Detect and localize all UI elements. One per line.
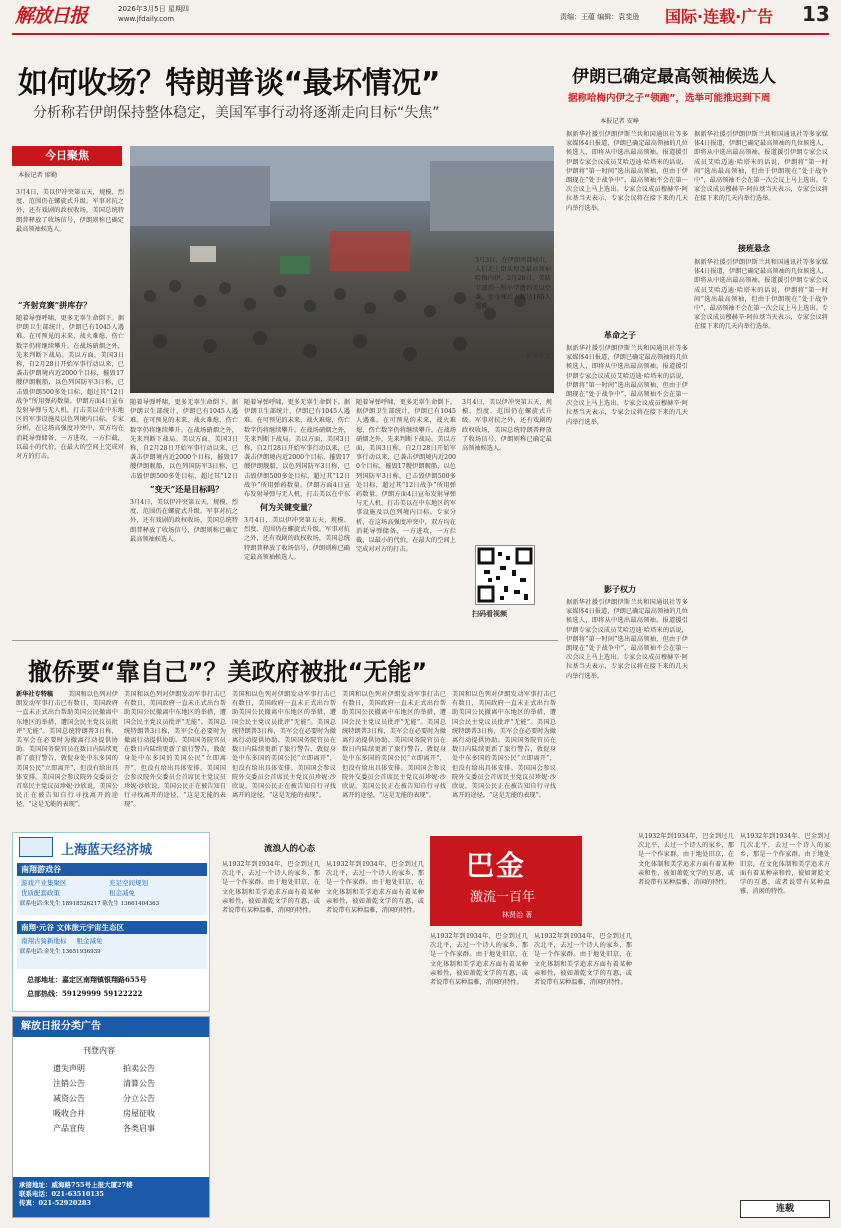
classified-contact <box>13 1177 209 1217</box>
masthead-rule <box>12 33 829 35</box>
classified-item: 各类启事 <box>123 1124 155 1133</box>
ad-tour-item: 租金减免 <box>109 889 135 897</box>
second-body-col1: 美国和以色列对伊朗发动军事打击已有数日，美国政府一直未正式出台帮助美国公民撤离中东地区的举措，遭国会民主党议员批评“无能”。美国总统特朗普3日称，美军会在必要时为撤离行动提供协助。美国国务院官员在数日内陆续更新了旅行警告，敦促身处中东多国的美国公民“立即离开”，但没有给出具体安排。美国国会参议院外交委员会首席民主党议员珍妮·沙欣说，美国公民正在被告知自行寻找离开的途径，“这是无能的表现”。 <box>16 691 118 809</box>
right-byline: 本报记者 安峥 <box>600 118 640 125</box>
classified-item: 吸收合并 <box>53 1109 85 1118</box>
classified-item: 注销公告 <box>53 1079 85 1088</box>
agency-address: 承接地址：威海路755号上报大厦27楼 <box>19 1181 133 1189</box>
second-byline: 新华社专特稿 <box>16 691 54 698</box>
classified-item: 产品宣传 <box>53 1124 85 1133</box>
second-body-col3: 美国和以色列对伊朗发动军事打击已有数日，美国政府一直未正式出台帮助美国公民撤离中东地区的举措，遭国会民主党议员批评“无能”。美国总统特朗普3日称，美军会在必要时为撤离行动提供协助。美国国务院官员在数日内陆续更新了旅行警告，敦促身处中东多国的美国公民“立即离开”，但没有给出具体安排。美国国会参议院外交委员会首席民主党议员珍妮·沙欣说，美国公民正在被告知自行寻找离开的途径，“这是无能的表现”。 <box>232 691 336 800</box>
photo-credit: 新华社发 <box>526 353 551 360</box>
classified-header <box>13 1017 209 1037</box>
ad-tour-item: 游戏产业集聚区 <box>21 879 67 887</box>
classified-list <box>53 1063 193 1134</box>
right-body-col2b: 据新华社援引伊朗伊斯兰共和国通讯社等多家媒体4日报道，伊朗已确定最高领袖的几位候选人，即将从中选出最高领袖。报道援引伊朗专家会议成员艾哈迈迪·哈塔米的话说，伊朗将“第一时间”选出最高领袖，但由于伊朗现在“处于战争中”，最高领袖不会在第一次会议上马上选出。专家会议成员穆赫辛·阿拉基当天表示，专家会议将在接下来的几天内举行选举。 <box>694 259 828 331</box>
serial-banner <box>430 836 582 926</box>
right-headline: 伊朗已确定最高领袖候选人 <box>572 67 776 87</box>
ad-park-item: 租金减免 <box>76 937 103 945</box>
right-body-col1c: 据新华社援引伊朗伊斯兰共和国通讯社等多家媒体4日报道，伊朗已确定最高领袖的几位候选人，即将从中选出最高领袖。报道援引伊朗专家会议成员艾哈迈迪·哈塔米的话说，伊朗将“第一时间”选出最高领袖，但由于伊朗现在“处于战争中”，最高领袖不会在第一次会议上马上选出。专家会议成员穆赫辛·阿拉基当天表示，专家会议将在接下来的几天内举行选举。 <box>566 599 688 680</box>
right-subhead-3: 接班悬念 <box>738 243 770 253</box>
classified-title: 解放日报分类广告 <box>21 1021 101 1032</box>
main-subheadline: 分析称若伊朗保持整体稳定，美国军事行动将逐渐走向目标“失焦” <box>33 105 440 121</box>
agency-phone: 联系电话：021-63510135 <box>19 1190 104 1198</box>
ad-hotline: 总部热线：59129999 59122222 <box>27 989 143 998</box>
focus-label <box>12 146 122 166</box>
site-url: www.jfdaily.com <box>118 15 175 23</box>
right-subhead-2: 影子权力 <box>604 584 636 594</box>
ad-park-title: 南翔·元谷 文体旅元宇宙生态区 <box>17 921 207 934</box>
focus-label-text: 今日聚焦 <box>45 149 89 162</box>
photo-caption <box>475 256 551 366</box>
ad-tour-box <box>17 863 207 915</box>
qr-code[interactable] <box>475 545 535 605</box>
classified-item: 房屋征收 <box>123 1109 155 1118</box>
ad-logo-icon <box>19 837 53 857</box>
ad-contact-2: 联系电话:金先生 13651936939 <box>20 949 101 955</box>
main-headline: 如何收场？特朗普谈“最坏情况” <box>18 66 440 101</box>
ad-blue-sky <box>12 832 210 1012</box>
right-subheadline: 据称哈梅内伊之子“领跑”，选举可能推迟到下周 <box>568 93 771 104</box>
classified-item: 减资公告 <box>53 1094 85 1103</box>
right-body-col1b: 据新华社援引伊朗伊斯兰共和国通讯社等多家媒体4日报道，伊朗已确定最高领袖的几位候选人，即将从中选出最高领袖。报道援引伊朗专家会议成员艾哈迈迪·哈塔米的话说，伊朗将“第一时间”选出最高领袖，但由于伊朗现在“处于战争中”，最高领袖不会在第一次会议上马上选出。专家会议成员穆赫辛·阿拉基当天表示，专家会议将在接下来的几天内举行选举。 <box>566 345 688 426</box>
ad-park-box <box>17 921 207 969</box>
classified-item: 遗失声明 <box>53 1064 85 1073</box>
masthead <box>0 0 841 34</box>
main-body-col1: 随着导弹呼啸，更多无辜生命倒下。据伊朗卫生部统计，伊朗已有1045人遇难。在可预见的未来，战火难熄，伤亡数字仍将继续攀升。在战场硝烟之外，先来判断下战局。美以方面，美国3日称，自2月28日开始军事行动以来，已袭击伊朗境内近2000个目标，摧毁17艘伊朗舰船，以色列国防军3日称，已击毁伊朗500多处目标，超过其“12日战争”所用弹药数量。伊朗方面4日宣布发射导弹与无人机，打击美以在中东地区的军事设施及以色列境内目标。专家分析，在这场高强度冲突中，双方均在消耗导弹储备，一方进攻，一方拦截，以最小的代价，在最大的空间上完成对对方的打击。 <box>16 315 124 461</box>
page-number: 13 <box>802 2 830 26</box>
editors: 责编：王蕴 编辑：袁斐逊 <box>560 13 640 21</box>
serial-col6: 从1932年到1934年，巴金到过几次北平，去过一个诗人的家乡，那是一个作家群。由于地处旧京，在文化体制和美学追求方面有着某种亲和性，彼如萧乾文学的互惠，或者说带有某种温雅，消闲的特性。 <box>740 833 830 896</box>
logo: 解放日报 <box>15 5 88 27</box>
main-body-col3: 随着导弹呼啸，更多无辜生命倒下。据伊朗卫生部统计，伊朗已有1045人遇难。在可预见的未来，战火难熄，伤亡数字仍将继续攀升。在战场硝烟之外，先来判断下战局。美以方面，美国3日称，自2月28日开始军事行动以来，已袭击伊朗境内近2000个目标，摧毁17艘伊朗舰船，以色列国防军3日称，已击毁伊朗500多处目标，超过其“12日战争”所用弹药数量。伊朗方面4日宣布发射导弹与无人机，打击美以在中东 <box>244 399 350 498</box>
serial-col5: 从1932年到1934年，巴金到过几次北平，去过一个诗人的家乡，那是一个作家群。由于地处旧京，在文化体制和美学追求方面有着某种亲和性，彼如萧乾文学的互惠，或者说带有某种温雅，消闲的特性。 <box>638 833 734 887</box>
main-subhead-4: 何为关键变量？ <box>260 502 316 512</box>
second-body-col2: 美国和以色列对伊朗发动军事打击已有数日，美国政府一直未正式出台帮助美国公民撤离中东地区的举措，遭国会民主党议员批评“无能”。美国总统特朗普3日称，美军会在必要时为撤离行动提供协助。美国国务院官员在数日内陆续更新了旅行警告，敦促身处中东多国的美国公民“立即离开”，但没有给出具体安排。美国国会参议院外交委员会首席民主党议员珍妮·沙欣说，美国公民正在被告知自行寻找离开的途径，“这是无能的表现”。 <box>124 691 226 809</box>
classified-item: 分立公告 <box>123 1094 155 1103</box>
main-body-col5: 3月4日，美以伊冲突第五天，规模、烈度、范围仍在螺旋式升级。军事对抗之外，还有戏剧的政权收场，美国总统特朗普释放了收场信号，伊朗则称已确定最高领袖候选人。 <box>462 399 552 453</box>
serial-subtitle: 激流一百年 <box>470 890 536 905</box>
main-subhead-1: “齐射竞赛”拼库存？ <box>18 300 92 310</box>
second-rule <box>12 640 558 641</box>
agency-fax: 传真：021-52920283 <box>19 1199 91 1207</box>
classified-item: 清算公告 <box>123 1079 155 1088</box>
main-subhead-3: “变天”还是目标吗？ <box>150 484 224 494</box>
main-body-col2: 随着导弹呼啸，更多无辜生命倒下。据伊朗卫生部统计，伊朗已有1045人遇难。在可预见的未来，战火难熄，伤亡数字仍将继续攀升。在战场硝烟之外，先来判断下战局。美以方面，美国3日称，自2月28日开始军事行动以来，已袭击伊朗境内近2000个目标，摧毁17艘伊朗舰船，以色列国防军3日称，已击毁伊朗500多处目标，超过其“12日 <box>130 399 238 480</box>
ad-tour-title: 南翔游戏谷 <box>17 863 207 876</box>
serial-col1: 从1932年到1934年，巴金到过几次北平，去过一个诗人的家乡，那是一个作家群。由于地处旧京，在文化体制和美学追求方面有着某种亲和性，彼如萧乾文学的互惠，或者说带有某种温雅，消闲的特性。 <box>222 861 320 915</box>
ad-address: 总部地址：嘉定区南翔镇银翔路655号 <box>27 975 147 984</box>
serial-end-text: 连载 <box>775 1204 794 1214</box>
right-body-col1: 据新华社援引伊朗伊斯兰共和国通讯社等多家媒体4日报道，伊朗已确定最高领袖的几位候选人，即将从中选出最高领袖。报道援引伊朗专家会议成员艾哈迈迪·哈塔米的话说，伊朗将“第一时间”选出最高领袖，但由于伊朗现在“处于战争中”，最高领袖不会在第一次会议上马上选出。专家会议成员穆赫辛·阿拉基当天表示，专家会议将在接下来的几天内举行选举。 <box>566 131 688 212</box>
right-subhead-1: 革命之子 <box>604 330 636 340</box>
ad-tour-item: 优质配套政策 <box>21 889 60 897</box>
main-body-col3b: 3月4日，美以伊冲突第五天，规模、烈度、范围仍在螺旋式升级。军事对抗之外，还有戏剧的政权收场，美国总统特朗普释放了收场信号，伊朗则称已确定最高领袖候选人。 <box>244 517 350 561</box>
main-byline: 本报记者 廖勤 <box>18 172 58 179</box>
main-body-col4: 随着导弹呼啸，更多无辜生命倒下。据伊朗卫生部统计，伊朗已有1045人遇难。在可预见的未来，战火难熄，伤亡数字仍将继续攀升。在战场硝烟之外，先来判断下战局。美以方面，美国3日称，自2月28日开始军事行动以来，已袭击伊朗境内近2000个目标，摧毁17艘伊朗舰船，以色列国防军3日称，已击毁伊朗500多处目标，超过其“12日战争”所用弹药数量。伊朗方面4日宣布发射导弹与无人机，打击美以在中东地区的军事设施及以色列境内目标。专家分析，在这场高强度冲突中，双方均在消耗导弹储备，一方进攻，一方拦截，以最小的代价，在最大的空间上完成对对方的打击。 <box>356 399 456 554</box>
classified-subtitle: 刊登内容 <box>83 1046 115 1055</box>
serial-headline: 巴金 <box>466 849 527 882</box>
section-title: 国际·连载·广告 <box>665 7 774 26</box>
serial-col3: 从1932年到1934年，巴金到过几次北平，去过一个诗人的家乡，那是一个作家群。由于地处旧京，在文化体制和美学追求方面有着某种亲和性，彼如萧乾文学的互惠，或者说带有某种温雅，消闲的特性。 <box>430 933 528 987</box>
classified-item: 拍卖公告 <box>123 1064 155 1073</box>
serial-col2: 从1932年到1934年，巴金到过几次北平，去过一个诗人的家乡，那是一个作家群。由于地处旧京，在文化体制和美学追求方面有着某种亲和性，彼如萧乾文学的互惠，或者说带有某种温雅，消闲的特性。 <box>326 861 424 915</box>
ad-park-item: 南翔古猗新地标 <box>21 937 67 945</box>
serial-author: 林贤治 著 <box>502 911 533 919</box>
ad-classified <box>12 1016 210 1218</box>
serial-col4: 从1932年到1934年，巴金到过几次北平，去过一个诗人的家乡，那是一个作家群。由于地处旧京，在文化体制和美学追求方面有着某种亲和性，彼如萧乾文学的互惠，或者说带有某种温雅，消闲的特性。 <box>534 933 632 987</box>
second-headline: 撤侨要“靠自己”？美政府被批“无能” <box>28 658 428 686</box>
ad-contact-1: 联系电话:朱先生 18918526217 陈先生 13661404363 <box>20 901 160 907</box>
second-body-col4: 美国和以色列对伊朗发动军事打击已有数日，美国政府一直未正式出台帮助美国公民撤离中东地区的举措，遭国会民主党议员批评“无能”。美国总统特朗普3日称，美军会在必要时为撤离行动提供协助。美国国务院官员在数日内陆续更新了旅行警告，敦促身处中东多国的美国公民“立即离开”，但没有给出具体安排。美国国会参议院外交委员会首席民主党议员珍妮·沙欣说，美国公民正在被告知自行寻找离开的途径，“这是无能的表现”。 <box>342 691 446 800</box>
main-lead: 3月4日，美以伊冲突第五天，规模、烈度、范围仍在螺旋式升级。军事对抗之外，还有戏剧的政权收场，美国总统特朗普释放了收场信号，伊朗则称已确定最高领袖候选人。 <box>16 189 124 233</box>
qr-caption: 扫码看视频 <box>472 609 507 618</box>
ad-tour-item: 充足空间规划 <box>109 879 148 887</box>
issue-date: 2026年3月5日 星期四 <box>118 5 189 13</box>
photo-caption-text: 3月3日，在伊朗南部城市，人们走上街头悼念最高领袖哈梅内伊。2月28日，美防卫部的一所小学遭到美以空袭，至今死亡人数达165人遇难。 <box>475 257 551 311</box>
serial-chapter: 流浪人的心态 <box>264 844 316 854</box>
main-body-col2b: 3月4日，美以伊冲突第五天，规模、烈度、范围仍在螺旋式升级。军事对抗之外，还有戏剧的政权收场，美国总统特朗普释放了收场信号，伊朗则称已确定最高领袖候选人。 <box>130 499 238 543</box>
second-body-col5: 美国和以色列对伊朗发动军事打击已有数日，美国政府一直未正式出台帮助美国公民撤离中东地区的举措，遭国会民主党议员批评“无能”。美国总统特朗普3日称，美军会在必要时为撤离行动提供协助。美国国务院官员在数日内陆续更新了旅行警告，敦促身处中东多国的美国公民“立即离开”，但没有给出具体安排。美国国会参议院外交委员会首席民主党议员珍妮·沙欣说，美国公民正在被告知自行寻找离开的途径，“这是无能的表现”。 <box>452 691 556 800</box>
ad-title: 上海蓝天经济城 <box>61 843 153 858</box>
serial-end-label <box>740 1200 830 1218</box>
right-body-col2: 据新华社援引伊朗伊斯兰共和国通讯社等多家媒体4日报道，伊朗已确定最高领袖的几位候选人，即将从中选出最高领袖。报道援引伊朗专家会议成员艾哈迈迪·哈塔米的话说，伊朗将“第一时间”选出最高领袖，但由于伊朗现在“处于战争中”，最高领袖不会在第一次会议上马上选出。专家会议成员穆赫辛·阿拉基当天表示，专家会议将在接下来的几天内举行选举。 <box>694 131 828 203</box>
